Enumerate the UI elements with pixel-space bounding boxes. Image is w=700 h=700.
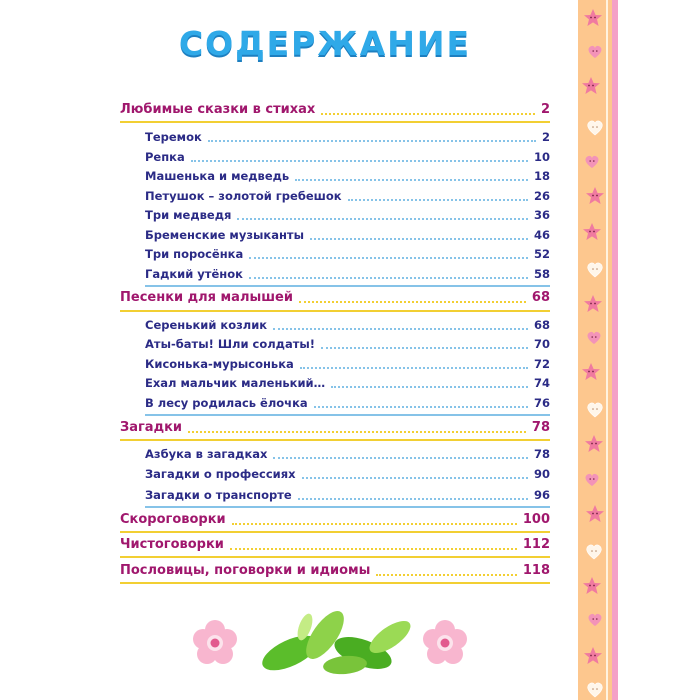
item-divider — [145, 414, 550, 416]
toc-section[interactable] — [120, 100, 550, 118]
toc-section-label: Загадки — [120, 420, 183, 435]
toc-item[interactable] — [145, 373, 550, 391]
dotted-leader — [191, 160, 528, 162]
toc-item[interactable] — [145, 354, 550, 372]
toc-item-label: Загадки о транспорте — [145, 488, 292, 502]
toc-item[interactable] — [145, 166, 550, 184]
toc-item-page: 90 — [533, 467, 550, 481]
toc-item-page: 36 — [533, 208, 550, 222]
toc-item-label: Загадки о профессиях — [145, 467, 296, 481]
dotted-leader — [273, 457, 528, 459]
toc-item-page: 52 — [533, 247, 550, 261]
toc-item-label: Бременские музыканты — [145, 228, 304, 242]
toc-section-label: Скороговорки — [120, 512, 226, 527]
dotted-leader — [249, 277, 528, 279]
toc-section[interactable] — [120, 510, 550, 528]
dotted-leader — [188, 431, 526, 433]
page-title: СОДЕРЖАНИЕ — [178, 24, 472, 63]
toc-item[interactable] — [145, 186, 550, 204]
toc-section-page: 100 — [522, 512, 550, 527]
dotted-leader — [376, 574, 516, 576]
toc-section-page: 2 — [540, 102, 550, 117]
toc-item-label: Машенька и медведь — [145, 169, 290, 183]
toc-section-page: 68 — [531, 290, 550, 305]
toc-item-label: В лесу родилась ёлочка — [145, 396, 308, 410]
toc-item-label: Петушок – золотой гребешок — [145, 189, 342, 203]
dotted-leader — [300, 367, 528, 369]
dotted-leader — [314, 406, 528, 408]
toc-item-label: Кисонька-мурысонька — [145, 357, 294, 371]
section-divider — [120, 556, 550, 558]
section-divider — [120, 121, 550, 123]
toc-item[interactable] — [145, 244, 550, 262]
toc-item-page: 18 — [533, 169, 550, 183]
toc-item-page: 2 — [541, 130, 550, 144]
dotted-leader — [237, 218, 528, 220]
toc-item-label: Азбука в загадках — [145, 447, 268, 461]
toc-item-page: 74 — [533, 376, 550, 390]
toc-item-page: 26 — [533, 189, 550, 203]
toc-item-page: 58 — [533, 267, 550, 281]
strip-pink-edge — [612, 0, 618, 700]
toc-section[interactable] — [120, 535, 550, 553]
toc-section-page: 118 — [522, 563, 550, 578]
bottom-decoration — [185, 605, 475, 685]
toc-item-page: 96 — [533, 488, 550, 502]
section-divider — [120, 439, 550, 441]
toc-item-page: 72 — [533, 357, 550, 371]
toc-section[interactable] — [120, 418, 550, 436]
toc-item-page: 68 — [533, 318, 550, 332]
toc-item[interactable] — [145, 147, 550, 165]
toc-item[interactable] — [145, 205, 550, 223]
toc-item-label: Серенький козлик — [145, 318, 268, 332]
dotted-leader — [299, 301, 526, 303]
toc-item[interactable] — [145, 264, 550, 282]
dotted-leader — [208, 140, 536, 142]
toc-section-label: Песенки для малышей — [120, 290, 293, 305]
dotted-leader — [230, 548, 517, 550]
dotted-leader — [331, 386, 528, 388]
toc-item[interactable] — [145, 315, 550, 333]
toc-item-label: Аты-баты! Шли солдаты! — [145, 337, 316, 351]
toc-item[interactable] — [145, 393, 550, 411]
toc-section-page: 78 — [531, 420, 550, 435]
dotted-leader — [321, 113, 535, 115]
toc-item-page: 78 — [533, 447, 550, 461]
leaves-icon — [257, 605, 415, 677]
toc-item-label: Гадкий утёнок — [145, 267, 243, 281]
toc-item-label: Репка — [145, 150, 185, 164]
dotted-leader — [249, 257, 528, 259]
flower-icon — [193, 620, 237, 664]
dotted-leader — [302, 477, 528, 479]
section-divider — [120, 310, 550, 312]
dotted-leader — [321, 347, 528, 349]
toc-section-label: Чистоговорки — [120, 537, 224, 552]
toc-item-label: Три медведя — [145, 208, 232, 222]
toc-section-page: 112 — [522, 537, 550, 552]
toc-item[interactable] — [145, 334, 550, 352]
toc-item-label: Теремок — [145, 130, 202, 144]
item-divider — [145, 506, 550, 508]
toc-item-page: 70 — [533, 337, 550, 351]
dotted-leader — [295, 179, 528, 181]
dotted-leader — [348, 199, 528, 201]
toc-item-label: Три поросёнка — [145, 247, 244, 261]
dotted-leader — [232, 523, 517, 525]
dotted-leader — [298, 498, 528, 500]
toc-item-label: Ехал мальчик маленький… — [145, 376, 326, 390]
dotted-leader — [273, 328, 528, 330]
toc-item-page: 46 — [533, 228, 550, 242]
toc-section[interactable] — [120, 288, 550, 306]
toc-item[interactable] — [145, 464, 550, 482]
section-divider — [120, 531, 550, 533]
toc-item-page: 76 — [533, 396, 550, 410]
toc-item[interactable] — [145, 127, 550, 145]
toc-item[interactable] — [145, 225, 550, 243]
toc-section-label: Пословицы, поговорки и идиомы — [120, 563, 371, 578]
section-divider — [120, 582, 550, 584]
strip-pattern — [578, 0, 612, 700]
item-divider — [145, 285, 550, 287]
toc-item-page: 10 — [533, 150, 550, 164]
toc-item[interactable] — [145, 485, 550, 503]
flower-icon — [423, 620, 467, 664]
toc-section-label: Любимые сказки в стихах — [120, 102, 316, 117]
toc-section[interactable] — [120, 561, 550, 579]
toc-item[interactable] — [145, 444, 550, 462]
dotted-leader — [310, 238, 528, 240]
